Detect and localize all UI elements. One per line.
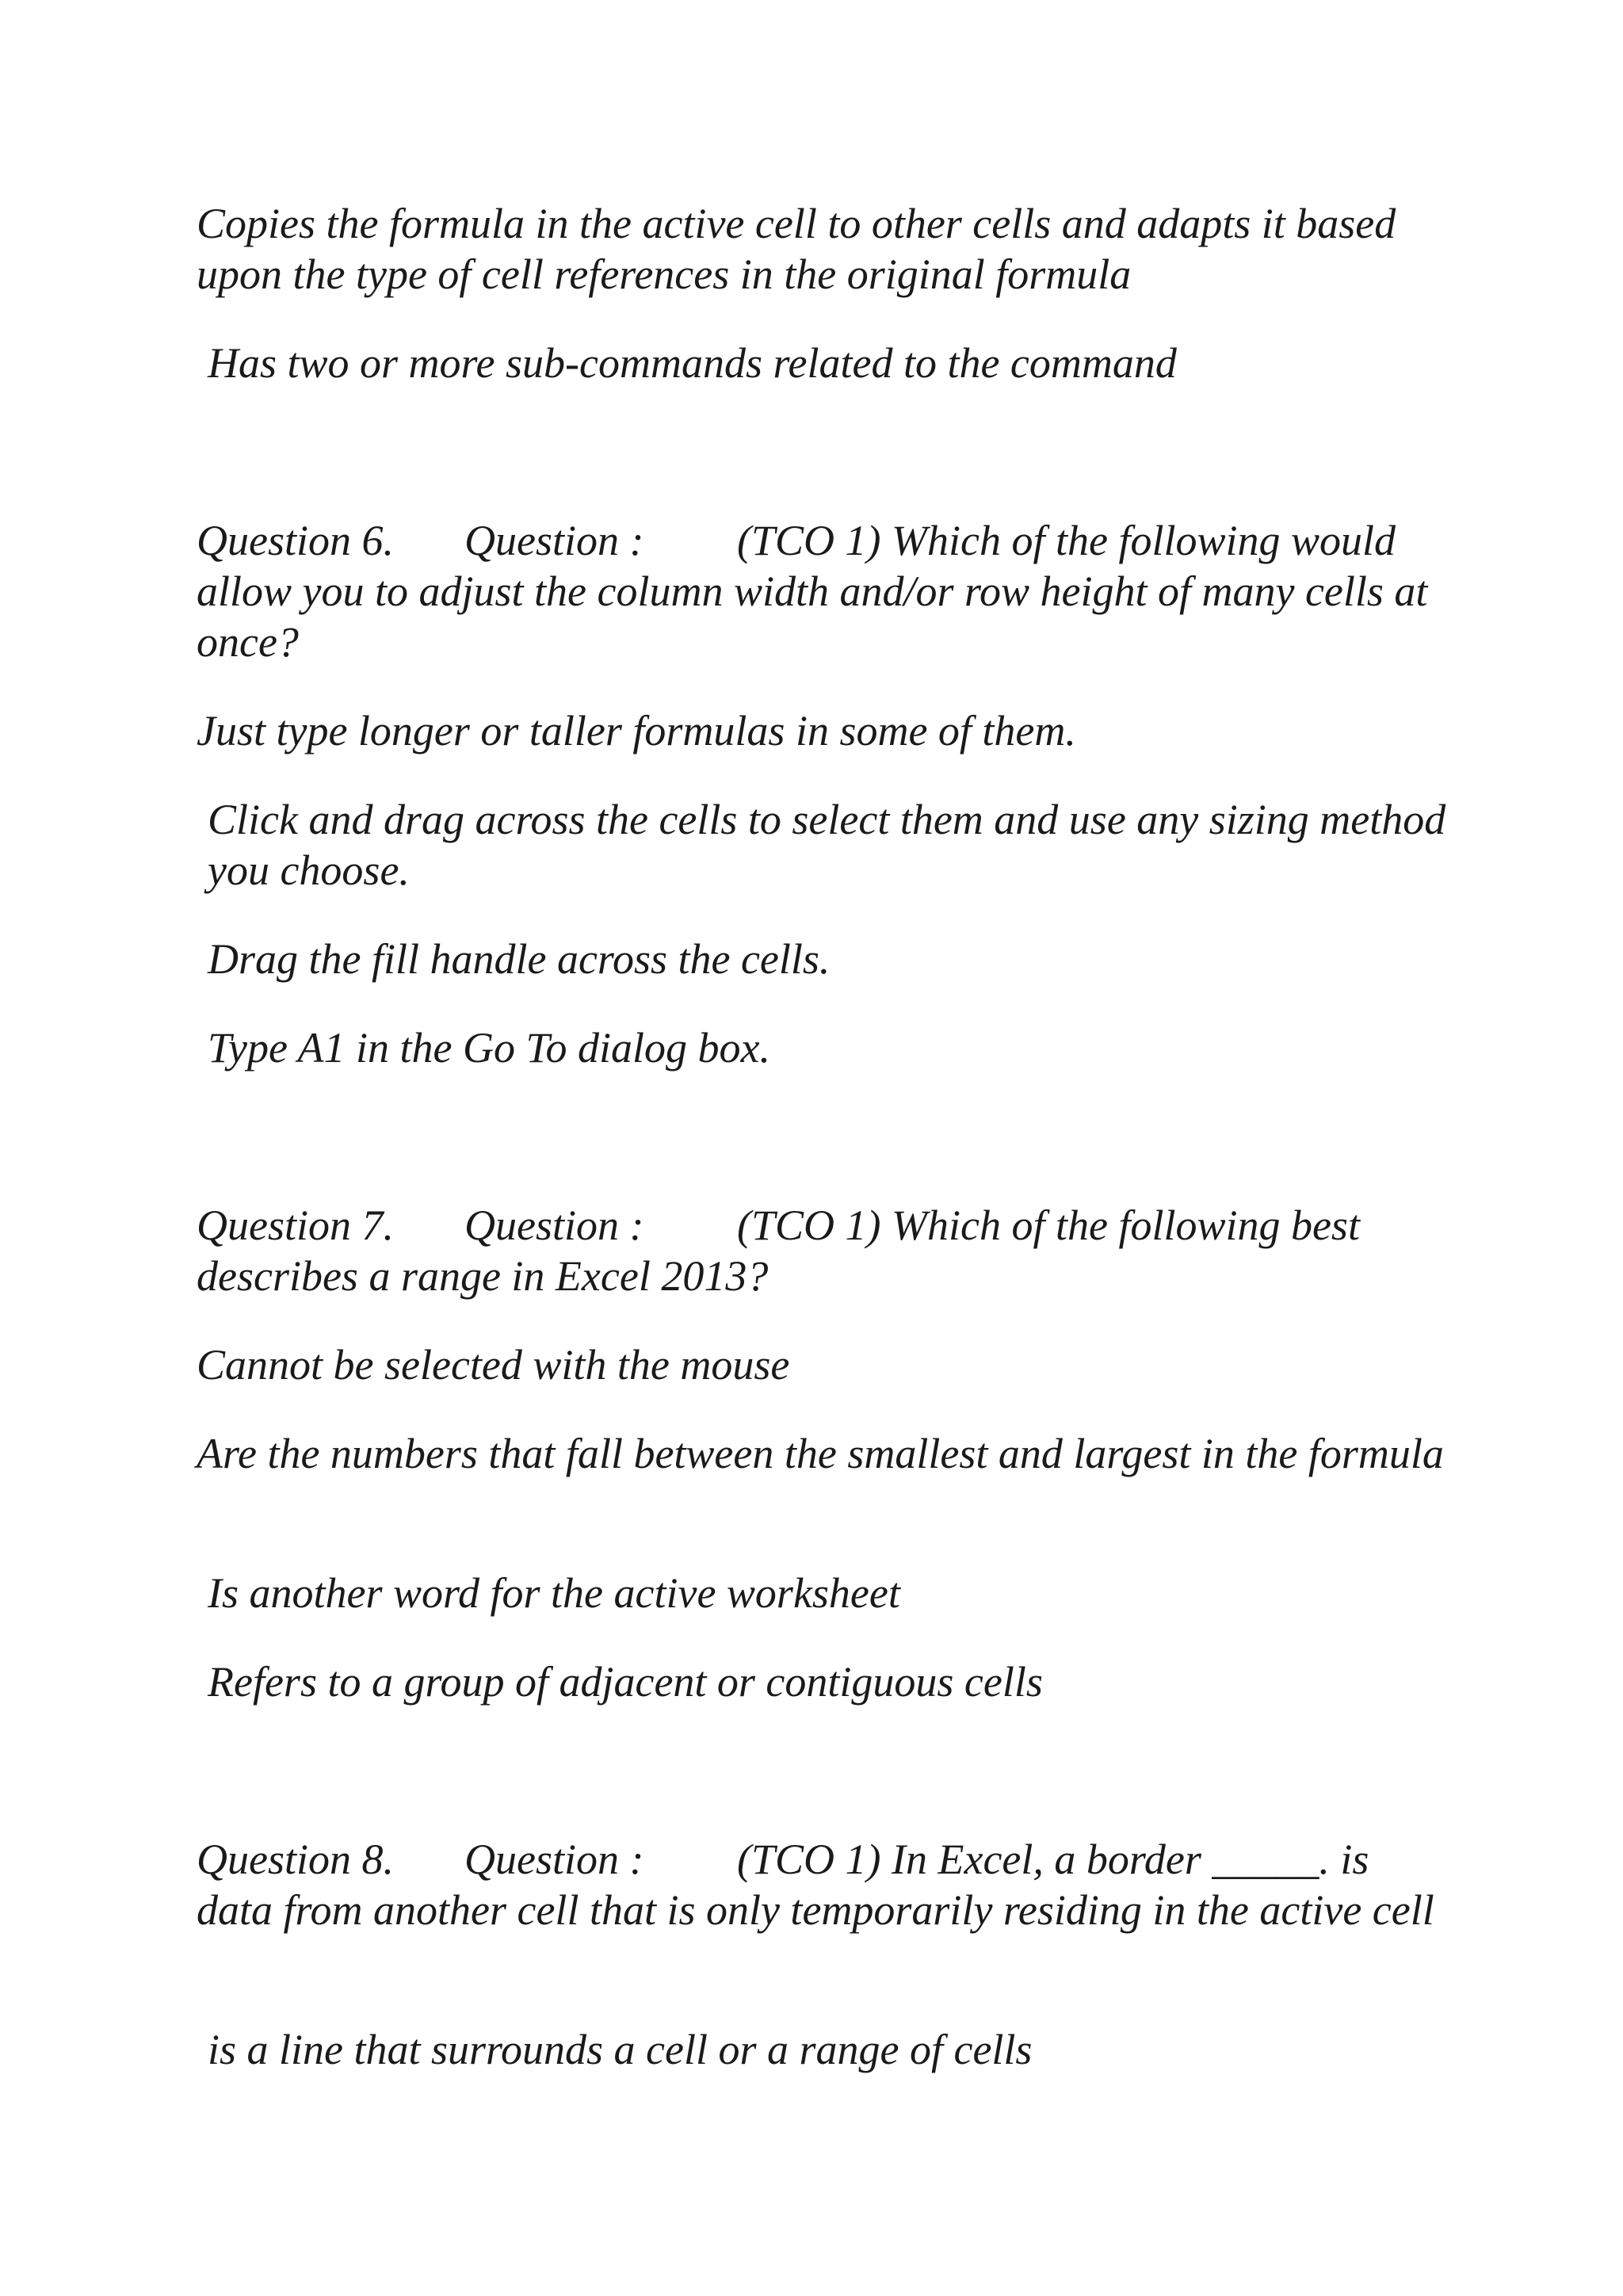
option-text: is a line that surrounds a cell or a range of cells [208,2026,1033,2073]
option-text: Drag the fill handle across the cells. [208,935,831,983]
question-text: (TCO 1) Which of the following best describes a range in Excel 2013? [197,1201,1360,1300]
option-text: Refers to a group of adjacent or contiguous cells [208,1658,1043,1706]
option-text: Just type longer or taller formulas in some of them. [197,707,1076,755]
question-number: Question 6. [197,517,394,564]
question-text: (TCO 1) In Excel, a border _____. is data from another cell that is only temporarily residing in the active cell [197,1836,1434,1934]
question-8 [197,1834,1449,1935]
option-text: Is another word for the active worksheet [208,1569,900,1617]
option-text: Are the numbers that fall between the smallest and largest in the formula [197,1430,1444,1477]
question-label: Question : [464,1836,644,1883]
question-7 [197,1200,1449,1301]
option-text: Type A1 in the Go To dialog box. [208,1024,770,1072]
question-number: Question 8. [197,1836,394,1883]
question-label: Question : [464,517,644,564]
option-text: Cannot be selected with the mouse [197,1341,790,1389]
question-number: Question 7. [197,1201,394,1249]
option-text: Click and drag across the cells to select them and use any sizing method you choose. [208,796,1446,894]
option-text: Has two or more sub-commands related to the command [208,339,1177,387]
question-label: Question : [464,1201,644,1249]
option-text: Copies the formula in the active cell to other cells and adapts it based upon the type of cell references in the original formula [197,200,1396,298]
question-text: (TCO 1) Which of the following would allow you to adjust the column width and/or row height of many cells at once? [197,517,1428,666]
question-6 [197,515,1449,667]
